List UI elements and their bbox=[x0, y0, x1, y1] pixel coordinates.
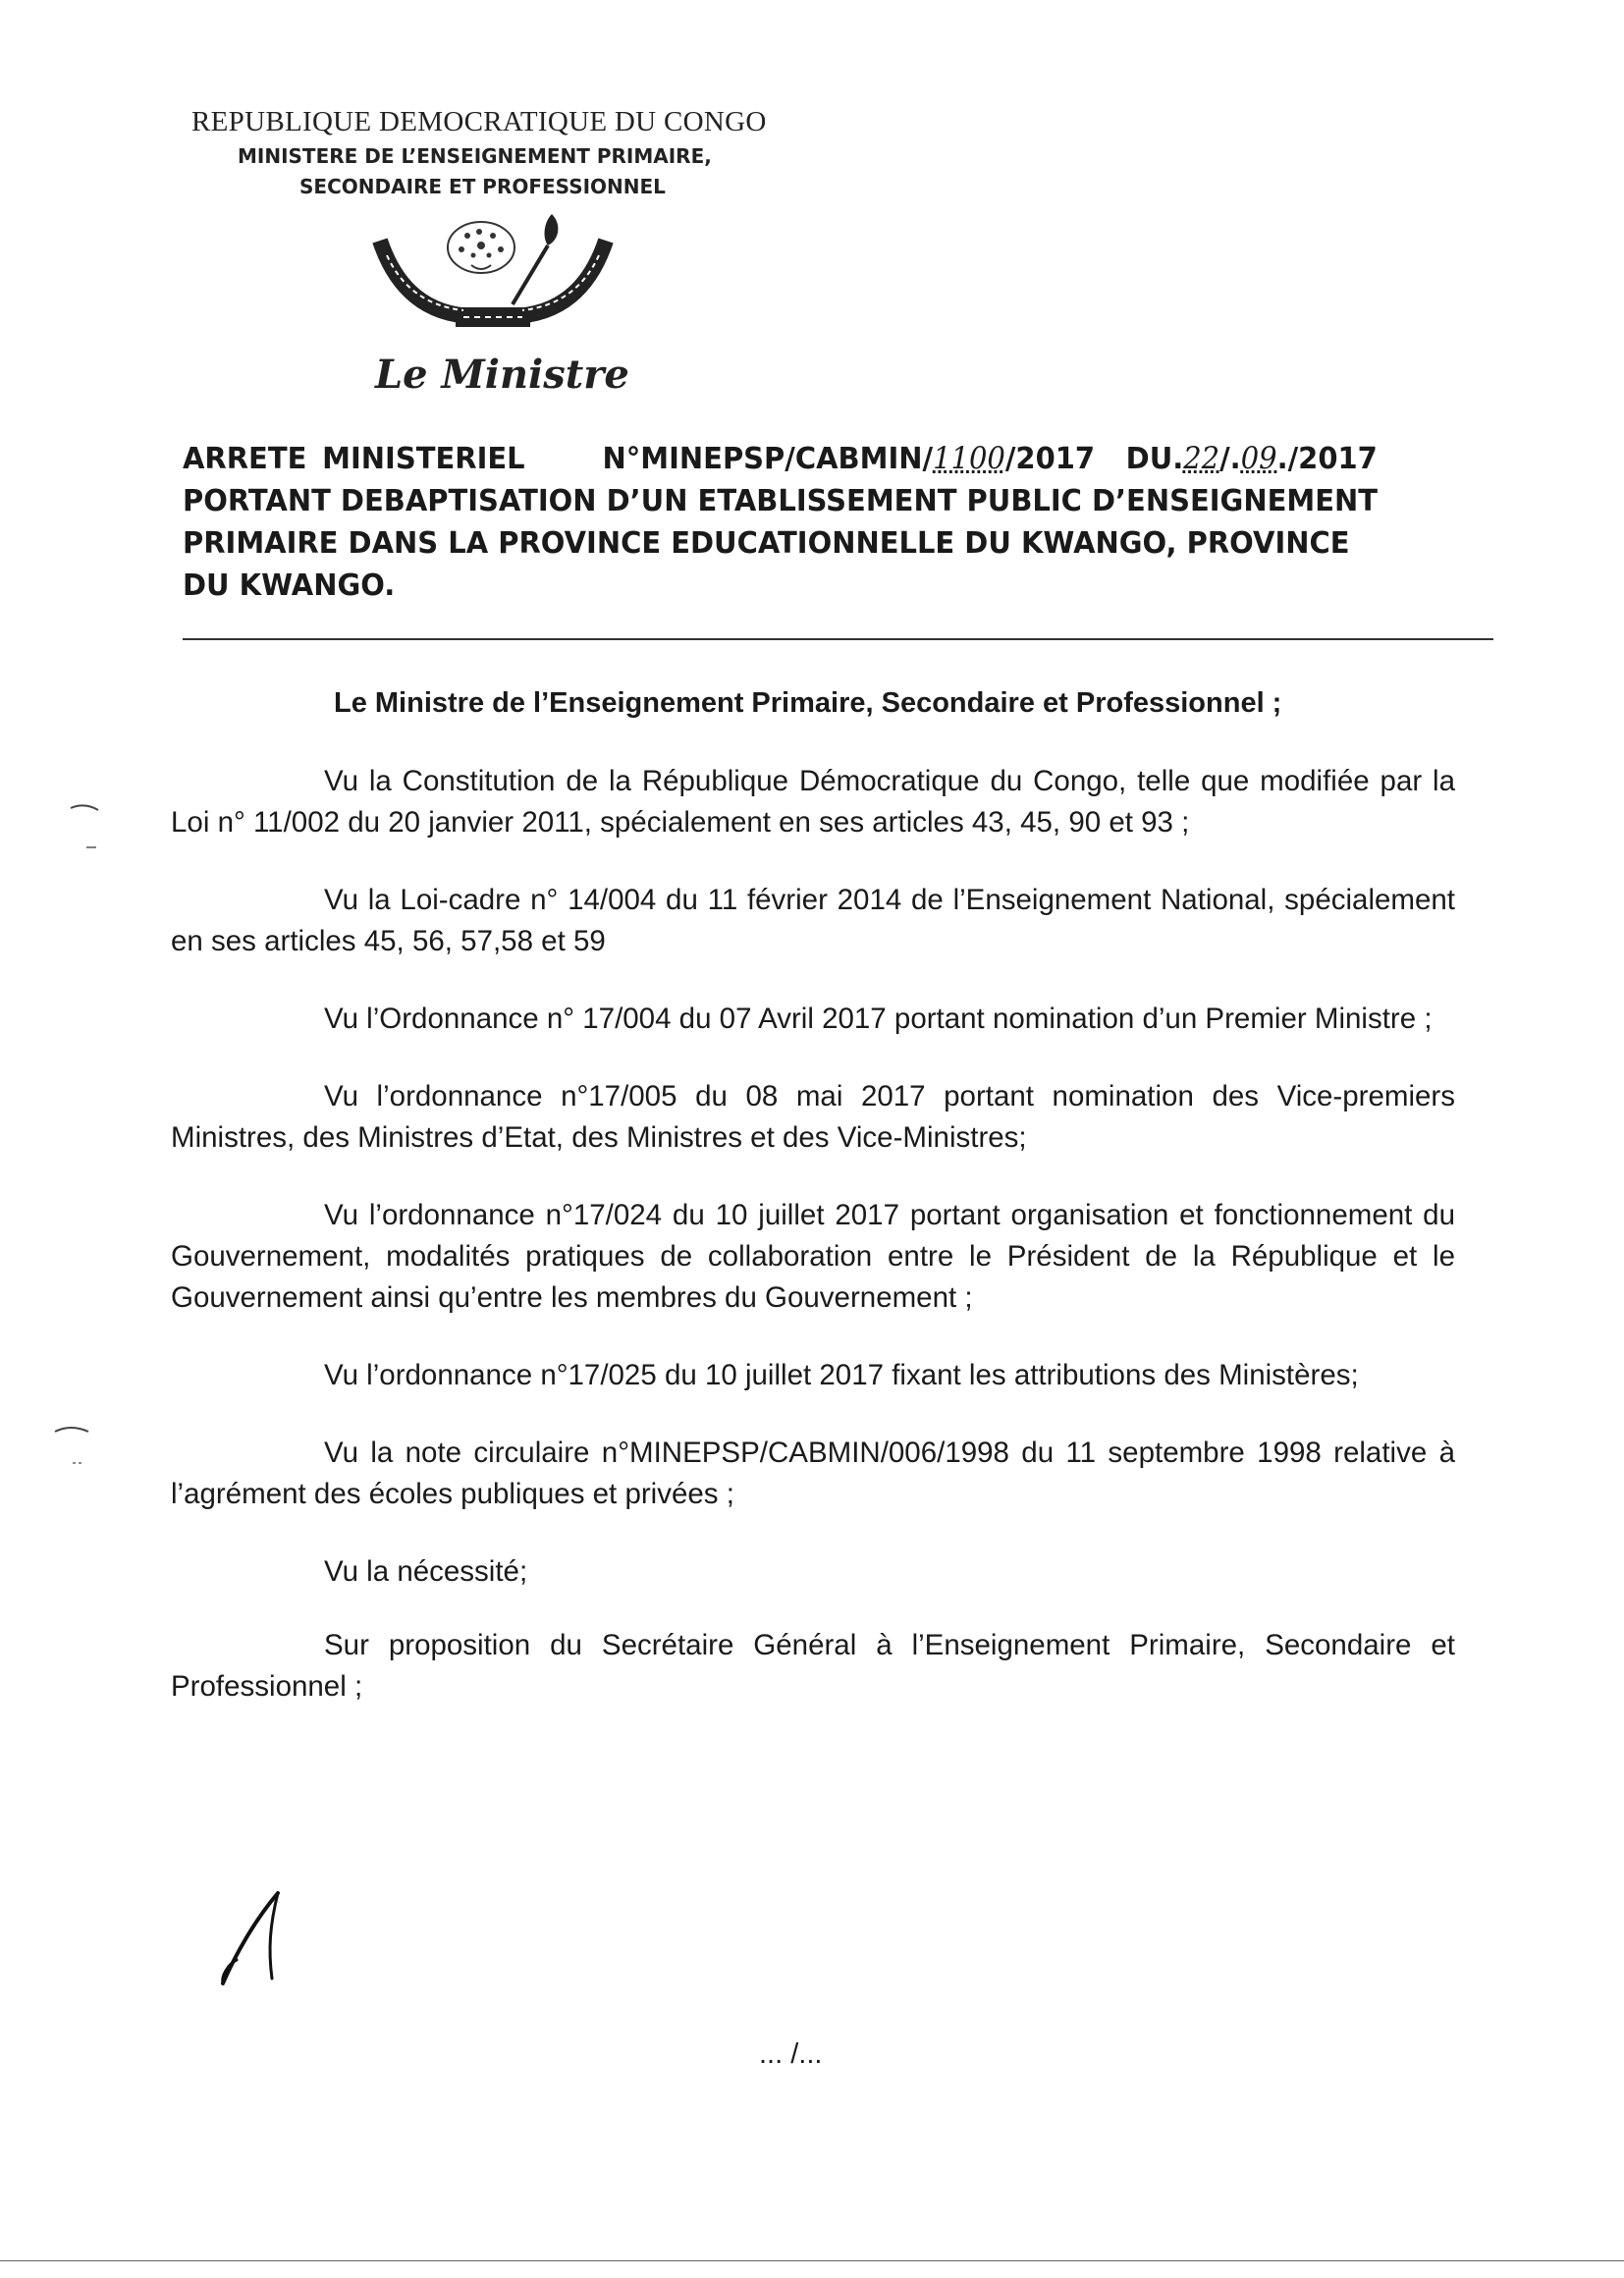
page-continuation-mark: ... /... bbox=[759, 2038, 823, 2070]
minister-heading: Le Ministre de l’Enseignement Primaire, Secondaire et Professionnel ; bbox=[334, 687, 1282, 719]
decree-date-month: 09 bbox=[1240, 442, 1277, 476]
preamble-paragraph: Vu l’Ordonnance n° 17/004 du 07 Avril 2017 portant nomination d’un Premier Ministre ; bbox=[324, 1003, 1433, 1035]
preamble-paragraph: Vu la Constitution de la République Démocratique du Congo, telle que modifiée par la Loi n° 11/002 du 20 janvier 2011, spécialement en ses articles 43, 45, 90 et 93 ; bbox=[171, 765, 1455, 839]
ministry-header-line2: SECONDAIRE ET PROFESSIONNEL bbox=[299, 175, 666, 198]
preamble-paragraph: Vu l’ordonnance n°17/024 du 10 juillet 2017 portant organisation et fonctionnement du Gouvernement, modalités pratiques de collaboration entre le Président de la République et le Gouvernement ainsi qu’entre les membres du Gouvernement ; bbox=[171, 1199, 1455, 1314]
decree-date-suffix: ./2017 bbox=[1276, 442, 1378, 476]
decree-date-day: 22 bbox=[1183, 442, 1220, 476]
decree-number-suffix: /2017 bbox=[1004, 442, 1096, 476]
preamble-paragraph: Vu l’ordonnance n°17/025 du 10 juillet 2017 fixant les attributions des Ministères; bbox=[324, 1359, 1359, 1391]
coat-of-arms-emblem bbox=[365, 206, 621, 334]
minister-signature-title: Le Ministre bbox=[375, 352, 629, 398]
ministry-header-line1: MINISTERE DE L’ENSEIGNEMENT PRIMAIRE, bbox=[238, 144, 712, 168]
scan-bottom-edge bbox=[0, 2260, 1624, 2261]
decree-date-separator: /. bbox=[1219, 442, 1241, 476]
decree-number-handwritten: 1100 bbox=[933, 442, 1005, 476]
preamble-body bbox=[171, 761, 1455, 1744]
scan-mark bbox=[67, 800, 106, 859]
title-divider bbox=[183, 638, 1493, 640]
decree-number-prefix: N°MINEPSP/CABMIN/ bbox=[602, 442, 934, 476]
scan-mark bbox=[51, 1424, 96, 1473]
preamble-paragraph: Vu l’ordonnance n°17/005 du 08 mai 2017 portant nomination des Vice-premiers Ministres, des Ministres d’Etat, des Ministres et des Vice-Ministres; bbox=[171, 1080, 1455, 1154]
handwritten-initial-icon bbox=[211, 1885, 299, 1993]
preamble-paragraph: Vu la nécessité; bbox=[324, 1555, 528, 1588]
decree-title-line3: PRIMAIRE DANS LA PROVINCE EDUCATIONNELLE DU KWANGO, PROVINCE bbox=[183, 526, 1350, 561]
decree-title-line4: DU KWANGO. bbox=[183, 569, 396, 603]
preamble-paragraph: Vu la note circulaire n°MINEPSP/CABMIN/006/1998 du 11 septembre 1998 relative à l’agrément des écoles publiques et privées ; bbox=[171, 1437, 1455, 1510]
decree-title bbox=[183, 438, 1405, 607]
spear-icon bbox=[513, 214, 558, 304]
country-header: REPUBLIQUE DEMOCRATIQUE DU CONGO bbox=[191, 106, 767, 137]
decree-title-line2: PORTANT DEBAPTISATION D’UN ETABLISSEMENT PUBLIC D’ENSEIGNEMENT bbox=[183, 484, 1379, 518]
decree-label: ARRETE MINISTERIEL bbox=[183, 442, 525, 476]
preamble-paragraph: Vu la Loi-cadre n° 14/004 du 11 février 2014 de l’Enseignement National, spécialement en ses articles 45, 56, 57,58 et 59 bbox=[171, 884, 1455, 957]
motto-ribbon bbox=[380, 241, 606, 327]
decree-title-line1 bbox=[183, 438, 1405, 480]
preamble-paragraph: Sur proposition du Secrétaire Général à l’Enseignement Primaire, Secondaire et Professionnel ; bbox=[171, 1629, 1455, 1703]
leopard-head-icon bbox=[448, 222, 514, 273]
decree-date-prefix: DU. bbox=[1125, 442, 1184, 476]
